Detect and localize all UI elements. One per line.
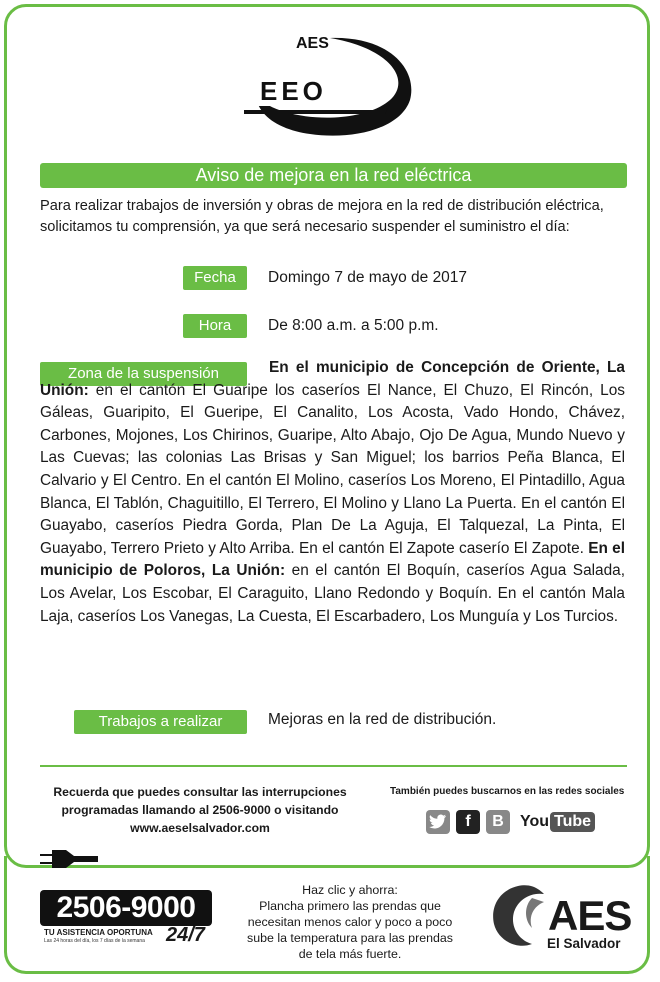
tip-line-4: sube la temperatura para las prendas (247, 931, 453, 945)
youtube-tube: Tube (550, 812, 595, 832)
youtube-icon[interactable] (520, 812, 595, 832)
hora-label: Hora (183, 314, 247, 338)
divider (40, 765, 627, 767)
aes-wordmark: AES (548, 892, 632, 939)
plug-icon (40, 848, 98, 870)
assist-small-text: Las 24 horas del día, los 7 días de la semana (44, 938, 145, 944)
zona-label: Zona de la suspensión (40, 362, 247, 386)
social-label: También puedes buscarnos en las redes sociales (390, 786, 625, 797)
aes-subtitle: El Salvador (547, 936, 621, 951)
tip-line-5: de tela más fuerte. (298, 947, 402, 961)
blogger-icon[interactable]: B (486, 810, 510, 834)
trabajos-label: Trabajos a realizar (74, 710, 247, 734)
trabajos-value: Mejoras en la red de distribución. (268, 711, 497, 728)
logo-brand-main: EEO (260, 76, 327, 106)
eeo-logo (240, 30, 420, 142)
assist-text: TU ASISTENCIA OPORTUNA (44, 928, 153, 937)
zona-text (40, 357, 625, 628)
tag-24-7: 24/7 (166, 924, 205, 946)
fecha-label: Fecha (183, 266, 247, 290)
municipio-2-text: en el cantón El Boquín, caseríos Agua Salada, Los Avelar, Los Escobar, El Caraguito, Llano Redondo y Boquín. En el cantón Mala Laja, caseríos Los Vanegas, La Cuesta, El Escarbadero, Los Munguía y Los Turcios. (40, 562, 625, 625)
municipio-1-heading: En el municipio de Concepción de Oriente, La Unión: (40, 359, 625, 399)
contact-line-2: programadas llamando al 2506-9000 o visitando (61, 803, 339, 817)
municipio-2-heading: En el municipio de Poloros, La Unión: (40, 539, 625, 580)
twitter-icon[interactable] (426, 810, 450, 834)
tip-line-2: Plancha primero las prendas que (259, 899, 441, 913)
fecha-value: Domingo 7 de mayo de 2017 (268, 269, 468, 286)
notice-title: Aviso de mejora en la red eléctrica (40, 163, 627, 188)
youtube-you: You (520, 813, 550, 830)
contact-line-1: Recuerda que puedes consultar las interrupciones (53, 785, 347, 799)
tip-line-1: Haz clic y ahorra: (302, 883, 398, 897)
facebook-icon[interactable]: f (456, 810, 480, 834)
municipio-1-text: en el cantón El Guaripe los caseríos El Nance, El Chuzo, El Rincón, Los Gáleas, Guaripito, El Gueripe, El Canalito, Los Acosta, Vado Hondo, Chávez, Carbones, Mojones, Los Chirinos, Guaripe, Alto Abajo, Ojo De Agua, Mundo Nuevo y Las Cuevas; las colonias Las Brisas y San Miguel; los barrios Peña Blanca, El Calvario y El Centro. En el cantón El Molino, caseríos Los Moreno, El Pintadillo, Agua Blanca, El Tablón, Chaguitillo, El Terrero, El Molino y Llano La Puerta. En el cantón El Guayabo, caseríos Piedra Gorda, Plan De La Aguja, El Talquezal, La Pinta, El Guayabo, Terrero Prieto y Alto Arriba. En el cantón El Zapote caserío El Zapote. (40, 381, 625, 557)
phone-number[interactable]: 2506-9000 (40, 890, 212, 926)
logo-brand-top: AES (296, 35, 329, 52)
social-icons (426, 808, 595, 836)
energy-tip (230, 882, 470, 962)
tip-line-3: necesitan menos calor y poco a poco (247, 915, 453, 929)
hora-value: De 8:00 a.m. a 5:00 p.m. (268, 317, 439, 334)
intro-text: Para realizar trabajos de inversión y obras de mejora en la red de distribución eléctrica, solicitamos tu comprensión, ya que será necesario suspender el suministro el día: (40, 198, 604, 235)
contact-info (40, 783, 360, 837)
website-link[interactable]: www.aeselsalvador.com (130, 821, 270, 835)
